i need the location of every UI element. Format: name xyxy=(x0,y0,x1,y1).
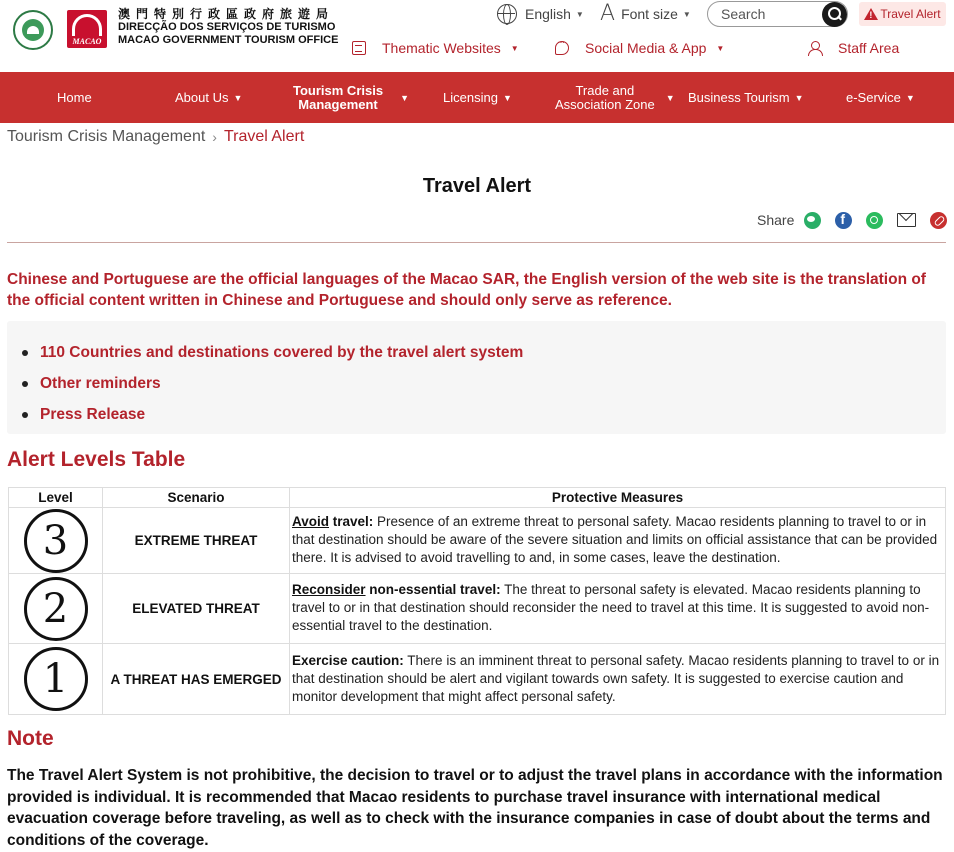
nav-licensing[interactable] xyxy=(443,72,512,123)
language-selector[interactable] xyxy=(497,3,584,25)
table-row xyxy=(9,574,946,644)
link-other-reminders-label: Other reminders xyxy=(40,374,161,392)
note-text: The Travel Alert System is not prohibitive, the decision to travel or to adjust the travel plans in accordance with the information provided is individual. It is recommended that Macao residents to purchase travel insurance with international medical evacuation coverage before traveling, as well as to check with the insurance companies in case of doubt about the terms and conditions of the coverage. xyxy=(7,767,943,849)
level-cell xyxy=(9,644,103,715)
scenario-cell: A THREAT HAS EMERGED xyxy=(103,644,290,715)
font-size-icon: A xyxy=(600,1,616,26)
nav-trade-label xyxy=(555,84,655,112)
measure-keyword-rest: Exercise caution: xyxy=(292,652,404,668)
chevron-down-icon: ▼ xyxy=(575,9,584,19)
government-office-name[interactable] xyxy=(118,8,338,47)
scenario-cell: ELEVATED THREAT xyxy=(103,574,290,644)
measures-cell xyxy=(290,574,946,644)
globe-icon xyxy=(497,4,517,24)
main-navigation xyxy=(0,72,954,123)
chat-icon xyxy=(555,41,569,55)
measure-keyword xyxy=(292,582,501,597)
level-cell xyxy=(9,508,103,574)
link-press-release[interactable] xyxy=(22,399,523,430)
font-size-selector[interactable] xyxy=(600,3,691,25)
thematic-websites-label: Thematic Websites xyxy=(382,40,501,56)
level-badge: 3 xyxy=(24,509,88,573)
chevron-down-icon: ▼ xyxy=(502,92,512,103)
nav-home[interactable] xyxy=(57,72,92,123)
column-header-level: Level xyxy=(9,488,103,508)
nav-tourism-crisis-management[interactable] xyxy=(293,72,409,123)
social-media-label: Social Media & App xyxy=(585,40,707,56)
breadcrumb-current[interactable]: Travel Alert xyxy=(223,128,305,145)
gov-name-portuguese: DIRECÇÃO DOS SERVIÇOS DE TURISMO xyxy=(118,21,336,33)
chevron-down-icon: ▼ xyxy=(682,9,691,19)
chevron-down-icon: ▼ xyxy=(905,92,915,103)
level-cell xyxy=(9,574,103,644)
chevron-right-icon: › xyxy=(212,129,217,145)
scenario-cell: EXTREME THREAT xyxy=(103,508,290,574)
measure-keyword-rest: non-essential travel: xyxy=(365,582,501,597)
measure-keyword-rest: travel: xyxy=(329,514,374,529)
nav-about-us[interactable] xyxy=(175,72,242,123)
note-heading: Note xyxy=(7,727,54,750)
social-media-menu[interactable] xyxy=(555,37,724,59)
search-box xyxy=(707,1,848,27)
nav-home-label: Home xyxy=(57,90,92,105)
alert-levels-table xyxy=(8,487,946,715)
measure-text: The threat to personal safety is elevated. Macao residents planning to travel to or in that destination should reconsider the need to travel at this time. It is suggested to avoid non-essential travel to the destination. xyxy=(292,582,930,633)
language-label: English xyxy=(525,6,571,22)
share-label: Share xyxy=(757,212,795,228)
travel-alert-button[interactable] xyxy=(859,2,946,26)
quick-links-panel xyxy=(7,321,946,434)
title-divider xyxy=(7,242,946,243)
link-other-reminders[interactable] xyxy=(22,368,523,399)
nav-crisis-line1: Tourism Crisis xyxy=(293,82,384,98)
nav-trade-line1: Trade and xyxy=(575,82,635,98)
nav-eservice-label: e-Service xyxy=(846,90,901,105)
chevron-down-icon: ▼ xyxy=(233,92,243,103)
link-icon[interactable] xyxy=(930,212,947,229)
table-header-row xyxy=(9,488,946,508)
nav-e-service[interactable] xyxy=(846,72,915,123)
share-bar xyxy=(757,210,947,230)
facebook-icon[interactable] xyxy=(835,212,852,229)
language-disclaimer: Chinese and Portuguese are the official languages of the Macao SAR, the English version of the web site is the translation of the official content written in Chinese and Portuguese and should only serve as reference. xyxy=(7,271,926,309)
travel-alert-label: Travel Alert xyxy=(880,7,941,21)
chevron-down-icon: ▼ xyxy=(400,92,409,103)
chevron-down-icon: ▼ xyxy=(794,92,804,103)
gov-name-chinese: 澳門特別行政區政府旅遊局 xyxy=(118,7,335,21)
nav-licensing-label: Licensing xyxy=(443,90,498,105)
site-header xyxy=(0,0,954,72)
chevron-down-icon: ▼ xyxy=(665,92,675,103)
measures-cell xyxy=(290,508,946,574)
nav-crisis-label xyxy=(293,84,383,112)
wechat-icon[interactable] xyxy=(804,212,821,229)
table-row xyxy=(9,644,946,715)
staff-area-link[interactable] xyxy=(808,37,899,59)
measure-keyword xyxy=(292,514,373,529)
chevron-down-icon: ▼ xyxy=(510,43,519,53)
whatsapp-icon[interactable] xyxy=(866,212,883,229)
level-badge: 1 xyxy=(24,647,88,711)
measure-keyword-underlined: Avoid xyxy=(292,514,329,529)
thematic-websites-menu[interactable] xyxy=(352,37,519,59)
font-size-label: Font size xyxy=(621,6,678,22)
page-title: Travel Alert xyxy=(422,175,532,197)
measure-text: Presence of an extreme threat to personal safety. Macao residents planning to travel to or in that destination should be aware of the severe situation and limits on official assistance that can be provided there. It is advised to avoid travelling to and, in some cases, leave the destination. xyxy=(292,514,938,565)
column-header-scenario: Scenario xyxy=(103,488,290,508)
measure-keyword xyxy=(292,653,404,668)
breadcrumb xyxy=(7,128,304,146)
measure-text: There is an imminent threat to personal safety. Macao residents planning to travel to or in that destination should be alert and vigilant towards own safety. It is suggested to exercise caution and monitor development that might affect personal safety. xyxy=(292,652,940,704)
search-input[interactable] xyxy=(721,6,821,22)
staff-area-label: Staff Area xyxy=(838,40,900,56)
macao-tourism-logo[interactable] xyxy=(67,10,107,48)
breadcrumb-parent[interactable]: Tourism Crisis Management xyxy=(7,128,206,145)
nav-trade-line2: Association Zone xyxy=(555,96,655,112)
column-header-measures: Protective Measures xyxy=(290,488,946,508)
document-icon xyxy=(352,41,366,55)
measure-keyword-underlined: Reconsider xyxy=(292,582,366,597)
nav-about-label: About Us xyxy=(175,90,229,105)
link-press-release-label: Press Release xyxy=(40,405,146,423)
chevron-down-icon: ▼ xyxy=(716,43,725,53)
nav-business-label: Business Tourism xyxy=(688,90,790,105)
link-covered-countries-label: 110 Countries and destinations covered by the travel alert system xyxy=(40,343,524,361)
logo-word: MACAO xyxy=(72,37,102,46)
level-badge: 2 xyxy=(24,577,88,641)
alert-levels-heading: Alert Levels Table xyxy=(7,448,186,471)
nav-business-tourism[interactable] xyxy=(688,72,804,123)
warning-icon xyxy=(864,8,878,20)
nav-trade-association-zone[interactable] xyxy=(555,72,675,123)
search-icon[interactable] xyxy=(822,2,847,27)
nav-crisis-line2: Management xyxy=(298,96,378,112)
quick-links-list xyxy=(22,337,523,430)
user-icon xyxy=(808,41,822,55)
gov-name-english: MACAO GOVERNMENT TOURISM OFFICE xyxy=(118,34,339,46)
table-row xyxy=(9,508,946,574)
measures-cell xyxy=(290,644,946,715)
mail-icon[interactable] xyxy=(897,213,916,227)
macao-emblem-logo[interactable] xyxy=(13,10,53,50)
link-covered-countries[interactable] xyxy=(22,337,523,368)
